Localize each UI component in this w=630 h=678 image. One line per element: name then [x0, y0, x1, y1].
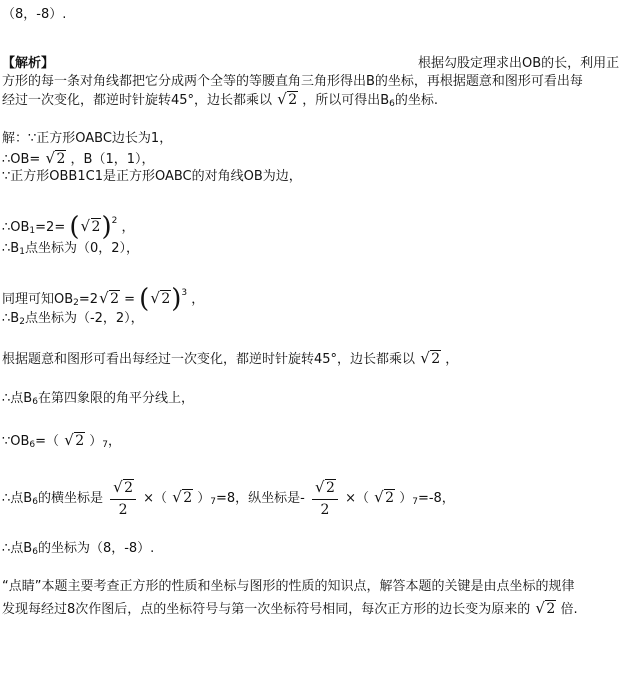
solution-line-6	[2, 284, 204, 312]
fraction	[110, 479, 136, 519]
denominator: 2	[118, 501, 128, 518]
radicand: 2	[546, 601, 556, 617]
text: =（	[35, 434, 60, 449]
sqrt-expression	[375, 478, 395, 519]
sqrt-expression	[316, 479, 336, 498]
text: 点坐标为（-2，2），	[24, 311, 144, 326]
solution-line-7	[2, 310, 144, 331]
left-paren: (	[69, 212, 80, 242]
text: 点坐标为（0，2），	[24, 241, 139, 256]
radicand: 2	[288, 92, 298, 108]
radicand: 2	[110, 291, 119, 307]
text: ∴点B	[2, 541, 33, 556]
text: ∴B	[2, 311, 20, 326]
sqrt-expression	[173, 478, 193, 519]
answer-line: （8，-8）.	[2, 7, 67, 22]
text: ∴点B	[2, 491, 33, 506]
solution-line-2	[2, 150, 155, 169]
exponent: 7	[210, 497, 217, 507]
text: ∵OB	[2, 434, 30, 449]
text: ∴OB	[2, 220, 30, 235]
sqrt-expression	[100, 290, 120, 309]
text: =2	[78, 292, 99, 307]
text: 同理可知OB	[2, 292, 74, 307]
text: ×（	[345, 491, 369, 506]
subscript: 6	[32, 547, 38, 557]
solution-line-3: ∵正方形OBB1C1是正方形OABC的对角线OB为边，	[2, 169, 302, 184]
solution-line-8	[2, 350, 458, 369]
text: ）	[399, 491, 413, 506]
subscript: 2	[73, 298, 79, 308]
radicand: 2	[385, 490, 395, 506]
right-paren: )	[171, 284, 182, 314]
analysis-line-2: 方形的每一条对角线都把它分成两个全等的等腰直角三角形得出B的坐标，再根据题意和图形可看出每	[2, 74, 583, 89]
text: 根据题意和图形可看出每经过一次变化，都逆时针旋转45°，边长都乘以	[2, 352, 416, 367]
denominator: 2	[320, 501, 330, 518]
text: =-8，	[417, 491, 455, 506]
text: ∴OB=	[2, 152, 41, 167]
sqrt-expression	[65, 432, 85, 451]
subscript: 6	[32, 397, 38, 407]
solution-line-11	[2, 478, 455, 522]
text: ，	[121, 220, 135, 235]
text: ，所以可得出B	[302, 93, 390, 108]
subscript: 6	[389, 99, 395, 109]
fraction	[312, 479, 338, 519]
subscript: 6	[32, 497, 38, 507]
right-paren: )	[101, 212, 112, 242]
text: 的坐标.	[394, 93, 439, 108]
subscript: 2	[19, 317, 25, 327]
subscript: 1	[19, 247, 25, 257]
text: ×（	[143, 491, 168, 506]
radicand: 2	[56, 151, 66, 167]
exponent: 2	[111, 216, 118, 226]
subscript: 1	[29, 226, 36, 236]
radicand: 2	[183, 490, 193, 506]
text: =	[124, 292, 136, 307]
solution-line-5	[2, 240, 139, 261]
text: 的横坐标是	[37, 491, 103, 506]
text: 发现每经过8次作图后，点的坐标符号与第一次坐标符号相同，每次正方形的边长变为原来的	[2, 602, 531, 617]
text: ，	[108, 434, 122, 449]
comment-line-1: “点睛”本题主要考查正方形的性质和坐标与图形的性质的知识点，解答本题的关键是由点坐标的规律	[2, 579, 575, 594]
left-paren: (	[139, 284, 150, 314]
radicand: 2	[326, 479, 335, 496]
solution-line-9	[2, 390, 194, 411]
solution-line-4	[2, 212, 134, 240]
exponent: 7	[412, 497, 418, 507]
text: ）	[89, 434, 103, 449]
radicand: 2	[161, 291, 171, 307]
text: ∴点B	[2, 391, 33, 406]
solution-line-12	[2, 540, 154, 561]
text: 在第四象限的角平分线上，	[37, 391, 194, 406]
text: ，B（1，1），	[70, 152, 155, 167]
sqrt-expression	[421, 350, 441, 369]
analysis-head-right: 根据勾股定理求出OB的长，利用正	[418, 56, 620, 71]
subscript: 6	[29, 440, 36, 450]
text: =2=	[35, 220, 66, 235]
solution-line-10	[2, 432, 121, 454]
comment-line-2	[2, 600, 578, 619]
text: =8，纵坐标是-	[216, 491, 305, 506]
sqrt-expression	[82, 218, 102, 237]
text: 经过一次变化，都逆时针旋转45°，边长都乘以	[2, 93, 273, 108]
analysis-line-3	[2, 91, 438, 113]
text: ∴B	[2, 241, 20, 256]
analysis-tag: 【解析】	[2, 56, 55, 71]
exponent: 7	[102, 440, 109, 450]
solution-line-1: 解：∵正方形OABC边长为1，	[2, 131, 173, 146]
sqrt-expression	[46, 150, 66, 169]
exponent: 3	[181, 288, 188, 298]
sqrt-expression	[114, 479, 134, 498]
text: 倍.	[560, 602, 578, 617]
text: ，	[445, 352, 459, 367]
text: 的坐标为（8，-8）.	[37, 541, 155, 556]
analysis-line-1	[2, 55, 54, 73]
radicand: 2	[431, 351, 441, 367]
sqrt-expression	[278, 91, 298, 110]
sqrt-expression	[151, 290, 171, 309]
text: ）	[197, 491, 211, 506]
radicand: 2	[91, 219, 101, 235]
text: ，	[191, 292, 205, 307]
radicand: 2	[124, 479, 134, 496]
sqrt-expression	[536, 600, 556, 619]
radicand: 2	[75, 433, 85, 449]
